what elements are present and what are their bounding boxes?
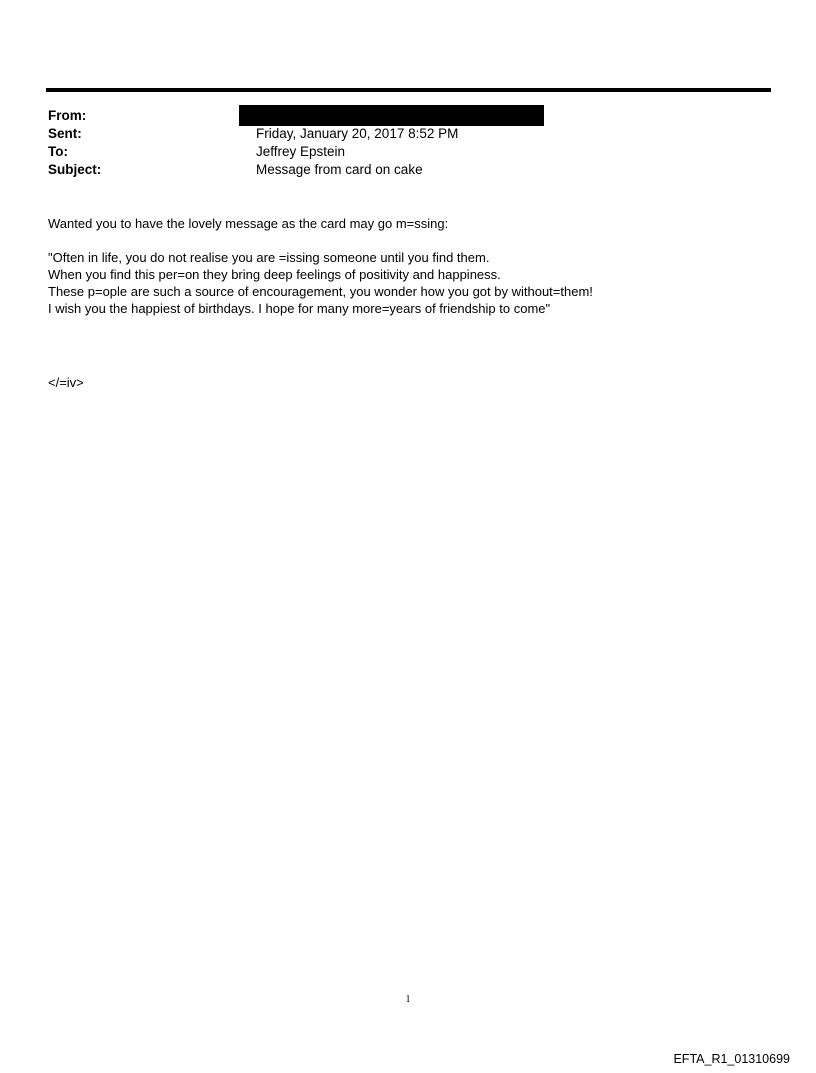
sent-label: Sent:: [48, 126, 82, 141]
body-intro: Wanted you to have the lovely message as the card may go m=ssing:: [48, 216, 449, 231]
subject-label: Subject:: [48, 162, 102, 177]
message-line: "Often in life, you do not realise you are =issing someone until you find them.: [48, 250, 490, 265]
message-line: I wish you the happiest of birthdays. I hope for many more=years of friendship to come": [48, 301, 551, 316]
header-divider: [46, 88, 771, 92]
to-value: Jeffrey Epstein: [256, 144, 346, 159]
email-header: [48, 107, 770, 179]
subject-row: [48, 161, 770, 179]
to-label: To:: [48, 144, 68, 159]
closing-tag: </=iv>: [48, 375, 84, 390]
page-number: 1: [405, 994, 411, 1005]
sent-row: [48, 125, 770, 143]
redaction-bar: [239, 105, 544, 126]
email-body: [48, 215, 768, 317]
from-label: From:: [48, 108, 87, 123]
subject-value: Message from card on cake: [256, 162, 423, 177]
to-row: [48, 143, 770, 161]
message-line: These p=ople are such a source of encouragement, you wonder how you got by without=them!: [48, 284, 593, 299]
document-id: EFTA_R1_01310699: [673, 1052, 790, 1066]
message-line: When you find this per=on they bring deep feelings of positivity and happiness.: [48, 267, 501, 282]
from-row: [48, 107, 770, 125]
sent-value: Friday, January 20, 2017 8:52 PM: [256, 126, 459, 141]
